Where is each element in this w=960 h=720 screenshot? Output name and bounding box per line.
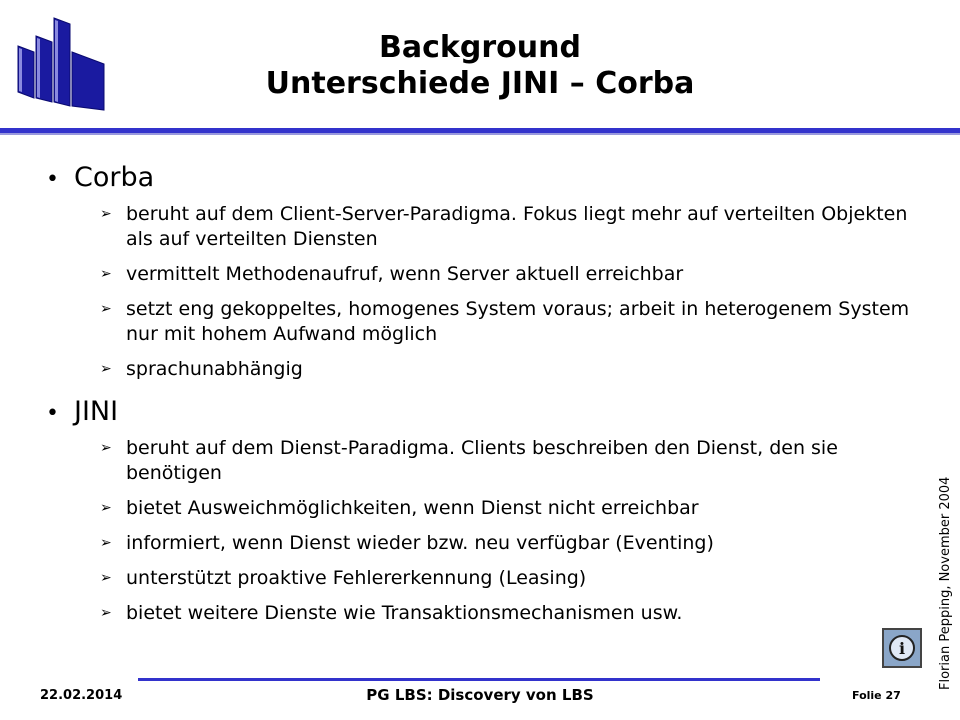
list-item: ➢ beruht auf dem Client-Server-Paradigma. Fokus liegt mehr auf verteilten Objekten als auf verteilten Diensten — [100, 203, 908, 250]
list-item: ➢ unterstützt proaktive Fehlererkennung (Leasing) — [100, 567, 587, 589]
slide-title — [150, 30, 810, 102]
list-item: ➢ bietet Ausweichmöglichkeiten, wenn Dienst nicht erreichbar — [100, 497, 699, 519]
list-item: ➢ setzt eng gekoppeltes, homogenes System voraus; arbeit in heterogenem System nur mit hohem Aufwand möglich — [100, 298, 910, 345]
slide-number: Folie 27 — [852, 689, 901, 702]
list-item: ➢ sprachunabhängig — [100, 358, 303, 380]
list-item: ➢ vermittelt Methodenaufruf, wenn Server aktuell erreichbar — [100, 263, 684, 285]
list-item: ➢ bietet weitere Dienste wie Transaktionsmechanismen usw. — [100, 602, 683, 624]
arrow-bullet-icon: ➢ — [100, 440, 112, 456]
section-jini — [40, 396, 910, 626]
list-item: ➢ beruht auf dem Dienst-Paradigma. Clients beschreiben den Dienst, den sie benötigen — [100, 437, 838, 484]
title-line-2: Unterschiede JINI – Corba — [265, 66, 695, 101]
university-logo-icon — [14, 12, 106, 114]
arrow-bullet-icon: ➢ — [100, 361, 112, 377]
bullet-dot-icon: • — [46, 167, 59, 192]
info-button[interactable] — [882, 628, 922, 668]
section-corba — [40, 162, 910, 382]
bullet-dot-icon: • — [46, 401, 59, 426]
footer-title: PG LBS: Discovery von LBS — [366, 686, 594, 704]
arrow-bullet-icon: ➢ — [100, 266, 112, 282]
arrow-bullet-icon: ➢ — [100, 570, 112, 586]
section-label: Corba — [74, 162, 155, 193]
info-icon — [888, 634, 916, 662]
arrow-bullet-icon: ➢ — [100, 206, 112, 222]
list-item: ➢ informiert, wenn Dienst wieder bzw. neu verfügbar (Eventing) — [100, 532, 714, 554]
svg-text:i: i — [898, 639, 906, 658]
title-line-1: Background — [379, 30, 581, 65]
arrow-bullet-icon: ➢ — [100, 500, 112, 516]
header-divider — [0, 128, 960, 133]
arrow-bullet-icon: ➢ — [100, 535, 112, 551]
section-label: JINI — [74, 396, 119, 427]
footer-date: 22.02.2014 — [40, 688, 123, 703]
arrow-bullet-icon: ➢ — [100, 605, 112, 621]
author-note: Florian Pepping, November 2004 — [938, 476, 953, 690]
footer-divider — [138, 678, 820, 681]
slide-content — [40, 162, 910, 640]
arrow-bullet-icon: ➢ — [100, 301, 112, 317]
